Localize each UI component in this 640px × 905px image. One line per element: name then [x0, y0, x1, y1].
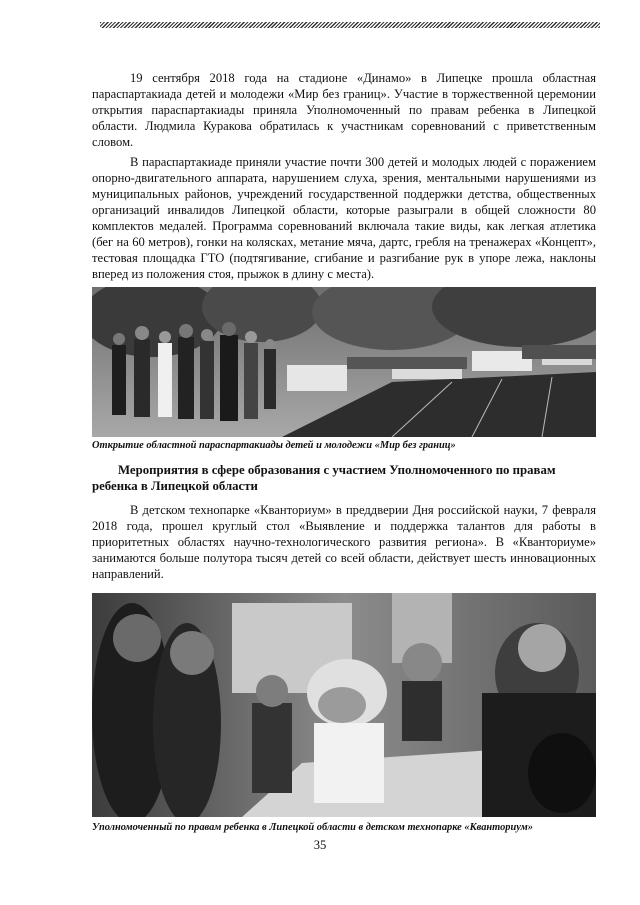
paragraph-paraspartakiada-program: В параспартакиаде приняли участие почти 300 детей и молодых людей с поражением опорно-двигательного аппарата, нарушением слуха, зрения, ментальными нарушениями из муниципальных районов, учреждений государственной поддержки детства, общественных организаций инвалидов Липецкой области, которые разыграли в общей сложности 80 комплектов медалей. Программа соревнований включала такие виды, как легкая атлетика (бег на 60 метров), гонки на колясках, метание мяча, дартс, гребля на тренажерах «Концепт», тестовая площадка ГТО (подтягивание, сгибание и разгибание рук в упоре лежа, наклоны вперед из положения стоя, прыжок в длину с места).	[92, 155, 596, 281]
caption-photo-kvantorium: Уполномоченный по правам ребенка в Липецкой области в детском технопарке «Кванториум»	[92, 822, 533, 833]
page-number: 35	[313, 838, 327, 852]
photo-kvantorium-visit	[92, 593, 596, 817]
header-decorative-rule	[100, 22, 600, 28]
caption-photo-paraspartakiada: Открытие областной параспартакиады детей и молодежи «Мир без границ»	[92, 440, 456, 451]
photo-paraspartakiada-opening	[92, 287, 596, 437]
paragraph-paraspartakiada-opening: 19 сентября 2018 года на стадионе «Динамо» в Липецке прошла областная параспартакиада детей и молодежи «Мир без границ». Участие в торжественной церемонии открытия параспартакиады приняла Уполномоченный по правам ребенка в Липецкой области. Людмила Куракова обратилась к участникам соревнований с приветственным словом.	[92, 71, 596, 149]
section-heading-education: Мероприятия в сфере образования с участием Уполномоченного по правам ребенка в Липецкой области	[92, 463, 556, 493]
paragraph-kvantorium: В детском технопарке «Кванториум» в преддверии Дня российской науки, 7 февраля 2018 года, прошел круглый стол «Выявление и поддержка талантов для работы в приоритетных областях научно-технологического развития региона». В «Кванториуме» занимаются больше полутора тысяч детей со всей области, действует шесть инновационных направлений.	[92, 503, 596, 581]
